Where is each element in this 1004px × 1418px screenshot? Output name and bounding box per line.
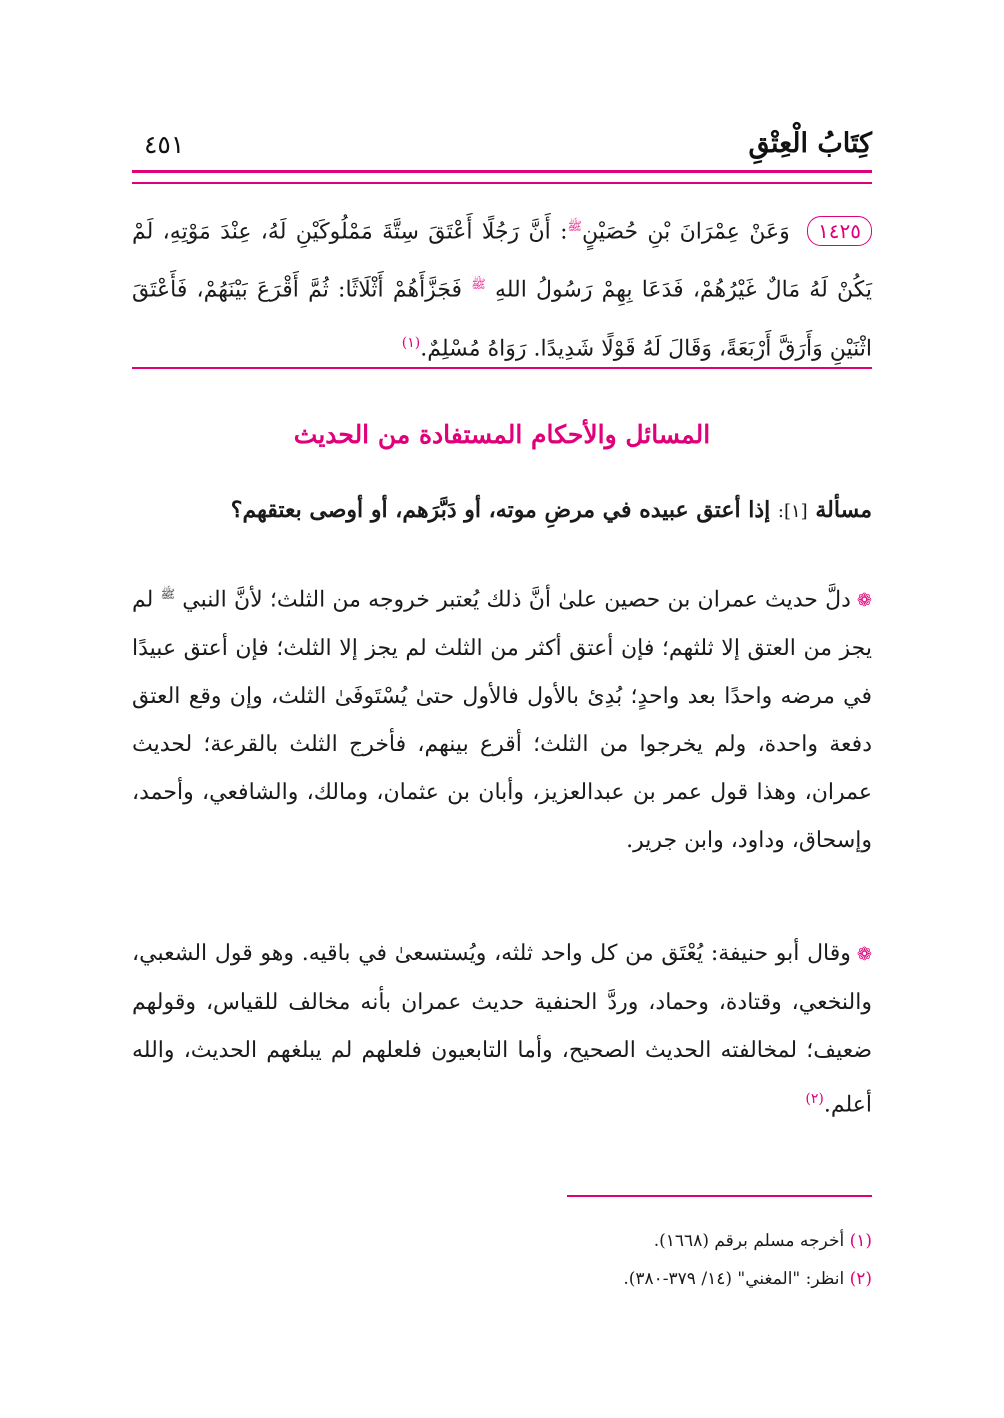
section-divider — [132, 367, 872, 369]
question — [132, 490, 872, 532]
footnote-divider — [567, 1195, 872, 1197]
header-rule-thick — [132, 170, 872, 173]
page-header — [132, 128, 872, 168]
paragraph-2-footnote-ref[interactable]: (٢) — [805, 1091, 824, 1107]
paragraph-1-text-b: لم يجز من العتق إلا ثلثهم؛ فإن أعتق أكثر من الثلث لم يجز إلا الثلث؛ فإن أعتق عبيدًا في مرضه واحدًا بعد واحدٍ؛ بُدِئ بالأول فالأول حتىٰ يُسْتَوفَىٰ الثلث، وإن وقع العتق دفعة واحدة، ولم يخرجوا من الثلث؛ أقرع بينهم، فأخرج الثلث بالقرعة؛ لحديث عمران، وهذا قول عمر بن عبدالعزيز، وأبان بن عثمان، ومالك، والشافعي، وأحمد، وإسحاق، وداود، وابن جرير. — [132, 587, 872, 854]
prophet-honorific-icon: ﷺ — [471, 277, 486, 292]
question-text: إذا أعتق عبيده في مرضِ موته، أو دَبَّرَهم، أو أوصى بعتقهم؟ — [230, 497, 771, 523]
footnote-1 — [654, 1228, 872, 1254]
footnote-2 — [623, 1266, 872, 1292]
question-number: [١]: — [777, 501, 808, 522]
footnote-2-text: انظر: "المغني" (١٤/ ٣٧٩-٣٨٠). — [623, 1269, 845, 1289]
hadith-line2: فَجَزَّأَهُمْ أَثْلَاثًا: ثُمَّ أَقْرَعَ بَيْنَهُمْ، فَأَعْتَقَ اثْنَيْنِ وَأَرَقَّ أَرْبَعَةً، وَقَالَ لَهُ قَوْلًا شَدِيدًا. رَوَاهُ مُسْلِمٌ. — [132, 277, 872, 361]
footnote-2-number: (٢) — [849, 1269, 872, 1289]
question-label: مسألة — [815, 497, 872, 523]
paragraph-1 — [132, 570, 872, 865]
footnote-1-text: أخرجه مسلم برقم (١٦٦٨). — [653, 1231, 845, 1251]
paragraph-1-text-a: دلَّ حديث عمران بن حصين علىٰ أنَّ ذلك يُعتبر خروجه من الثلث؛ لأنَّ النبي — [182, 587, 851, 613]
footnote-1-number: (١) — [849, 1231, 872, 1251]
paragraph-2 — [132, 930, 872, 1129]
header-rule-thin — [132, 182, 872, 184]
companion-honorific-icon: ﷺ — [567, 219, 583, 233]
prophet-honorific-icon: ﷺ — [160, 587, 176, 601]
paragraph-2-text: وقال أبو حنيفة: يُعْتَق من كل واحد ثلثه، ويُستسعىٰ في باقيه. وهو قول الشعبي، والنخعي، وقتادة، وحماد، وردَّ الحنفية حديث عمران بأنه مخالف للقياس، وقولهم ضعيف؛ لمخالفته الحديث الصحيح، وأما التابعيون فلعلهم لم يبلغهم الحديث، والله أعلم. — [132, 941, 872, 1118]
flower-bullet-icon: ❁ — [856, 944, 872, 965]
flower-bullet-icon: ❁ — [856, 590, 872, 612]
hadith-line1b: : أَنَّ رَجُلًا أَعْتَقَ سِتَّةَ مَمْلُوكَيْنِ لَهُ، عِنْدَ مَوْتِهِ، لَمْ يَكُنْ لَهُ مَالٌ غَيْرُهُمْ، فَدَعَا بِهِمْ رَسُولُ اللهِ — [132, 219, 873, 303]
section-heading: المسائل والأحكام المستفادة من الحديث — [293, 420, 711, 449]
hadith-footnote-ref[interactable]: (١) — [401, 334, 421, 351]
book-title: كِتَابُ الْعِتْقِ — [748, 128, 872, 159]
hadith-line1: وَعَنْ عِمْرَانَ بْنِ حُصَيْنٍ — [582, 219, 790, 245]
hadith-number: ١٤٢٥ — [807, 216, 872, 246]
page-number: ٤٥١ — [144, 130, 185, 159]
hadith-text — [132, 200, 872, 375]
